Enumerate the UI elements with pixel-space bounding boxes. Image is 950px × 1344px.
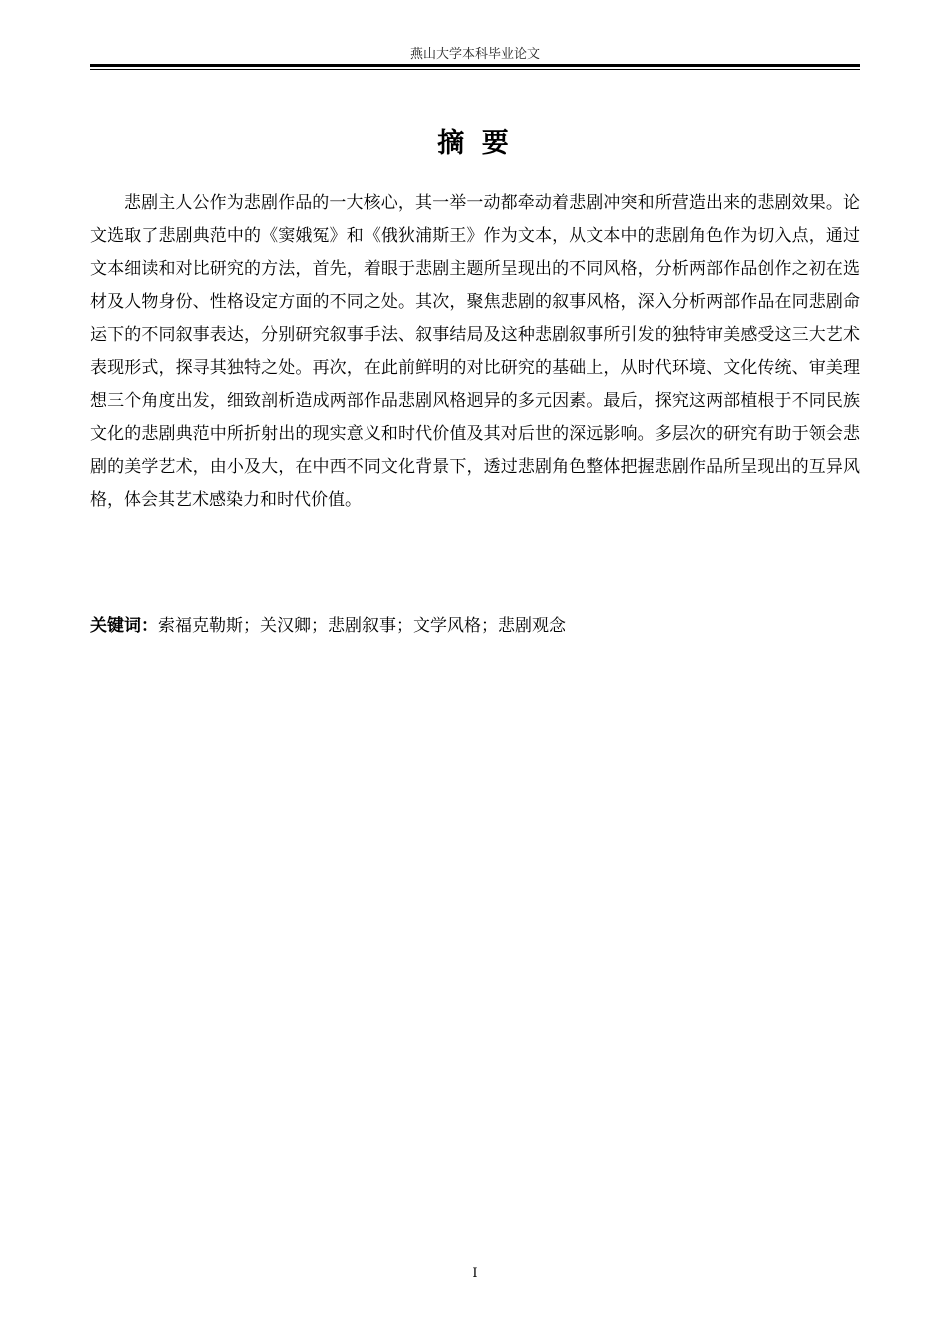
header-rule-thick bbox=[90, 64, 860, 67]
page-header bbox=[90, 45, 860, 71]
abstract-paragraph: 悲剧主人公作为悲剧作品的一大核心，其一举一动都牵动着悲剧冲突和所营造出来的悲剧效果。论文选取了悲剧典范中的《窦娥冤》和《俄狄浦斯王》作为文本，从文本中的悲剧角色作为切入点，通过文本细读和对比研究的方法，首先，着眼于悲剧主题所呈现出的不同风格，分析两部作品创作之初在选材及人物身份、性格设定方面的不同之处。其次，聚焦悲剧的叙事风格，深入分析两部作品在同悲剧命运下的不同叙事表达，分别研究叙事手法、叙事结局及这种悲剧叙事所引发的独特审美感受这三大艺术表现形式，探寻其独特之处。再次，在此前鲜明的对比研究的基础上，从时代环境、文化传统、审美理想三个角度出发，细致剖析造成两部作品悲剧风格迥异的多元因素。最后，探究这两部植根于不同民族文化的悲剧典范中所折射出的现实意义和时代价值及其对后世的深远影响。多层次的研究有助于领会悲剧的美学艺术，由小及大，在中西不同文化背景下，透过悲剧角色整体把握悲剧作品所呈现出的互异风格，体会其艺术感染力和时代价值。 bbox=[90, 193, 860, 510]
keywords-line bbox=[90, 610, 860, 643]
keywords-value: 索福克勒斯；关汉卿；悲剧叙事；文学风格；悲剧观念 bbox=[158, 616, 566, 636]
header-rule-thin bbox=[90, 69, 860, 70]
keywords-label: 关键词： bbox=[90, 616, 158, 636]
header-title: 燕山大学本科毕业论文 bbox=[409, 47, 540, 62]
page-number: I bbox=[472, 1266, 478, 1281]
page-title: 摘 要 bbox=[437, 128, 513, 159]
